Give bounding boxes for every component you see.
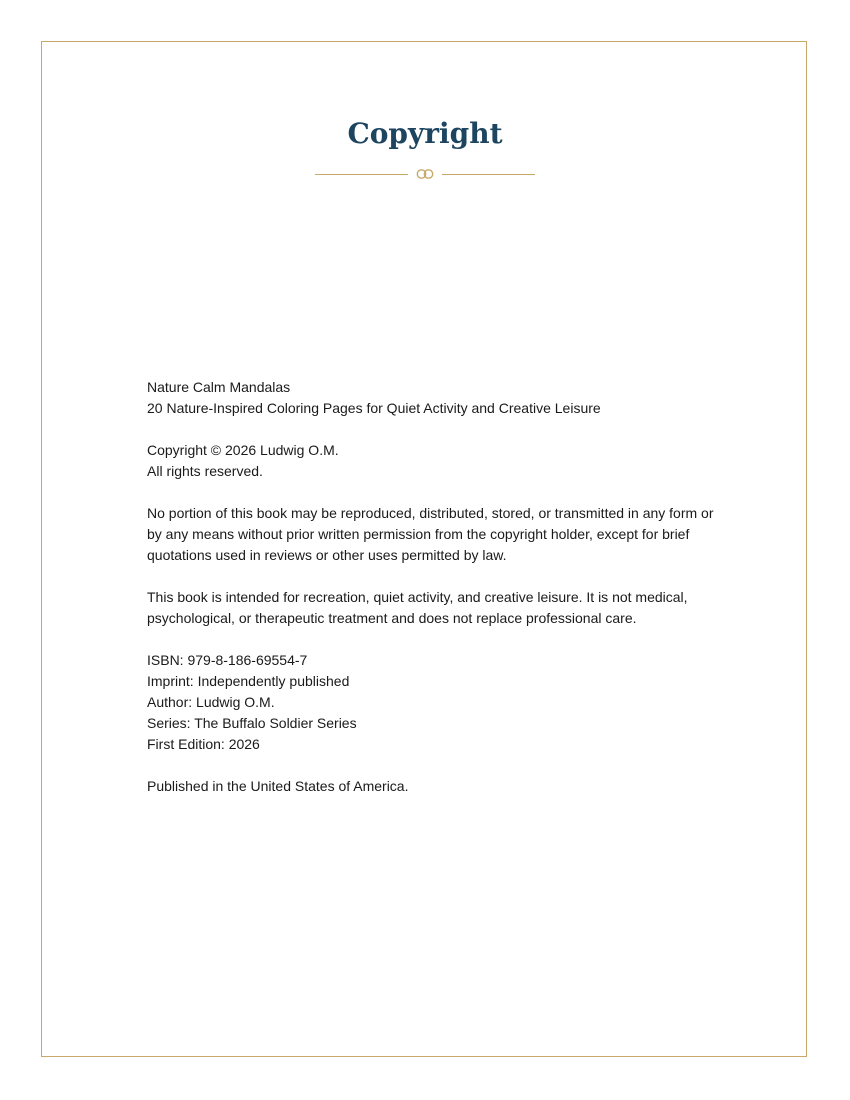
published-in-line: Published in the United States of America. <box>147 778 409 794</box>
infinity-knot-icon <box>415 167 435 181</box>
rights-reserved-line: All rights reserved. <box>147 463 263 479</box>
reproduction-notice: No portion of this book may be reproduced, distributed, stored, or transmitted in any form or by any means without prior written permission from the copyright holder, except for brief quotations used in reviews or other uses permitted by law. <box>147 505 714 563</box>
page-title: Copyright <box>347 117 503 150</box>
book-subtitle: 20 Nature-Inspired Coloring Pages for Quiet Activity and Creative Leisure <box>147 400 601 416</box>
isbn-line: ISBN: 979-8-186-69554-7 <box>147 652 308 668</box>
book-title: Nature Calm Mandalas <box>147 379 291 395</box>
imprint-line: Imprint: Independently published <box>147 673 350 689</box>
edition-line: First Edition: 2026 <box>147 736 260 752</box>
author-line: Author: Ludwig O.M. <box>147 694 275 710</box>
series-line: Series: The Buffalo Soldier Series <box>147 715 357 731</box>
ornament-rule-right <box>442 174 535 175</box>
title-ornament <box>315 164 535 184</box>
book-info-block <box>147 377 717 419</box>
copyright-line: Copyright © 2026 Ludwig O.M. <box>147 442 339 458</box>
disclaimer-notice: This book is intended for recreation, quiet activity, and creative leisure. It is not medical, psychological, or therapeutic treatment and does not replace professional care. <box>147 589 688 626</box>
rights-block <box>147 440 717 482</box>
publication-details <box>147 650 717 755</box>
copyright-content <box>147 377 717 797</box>
ornament-rule-left <box>315 174 408 175</box>
